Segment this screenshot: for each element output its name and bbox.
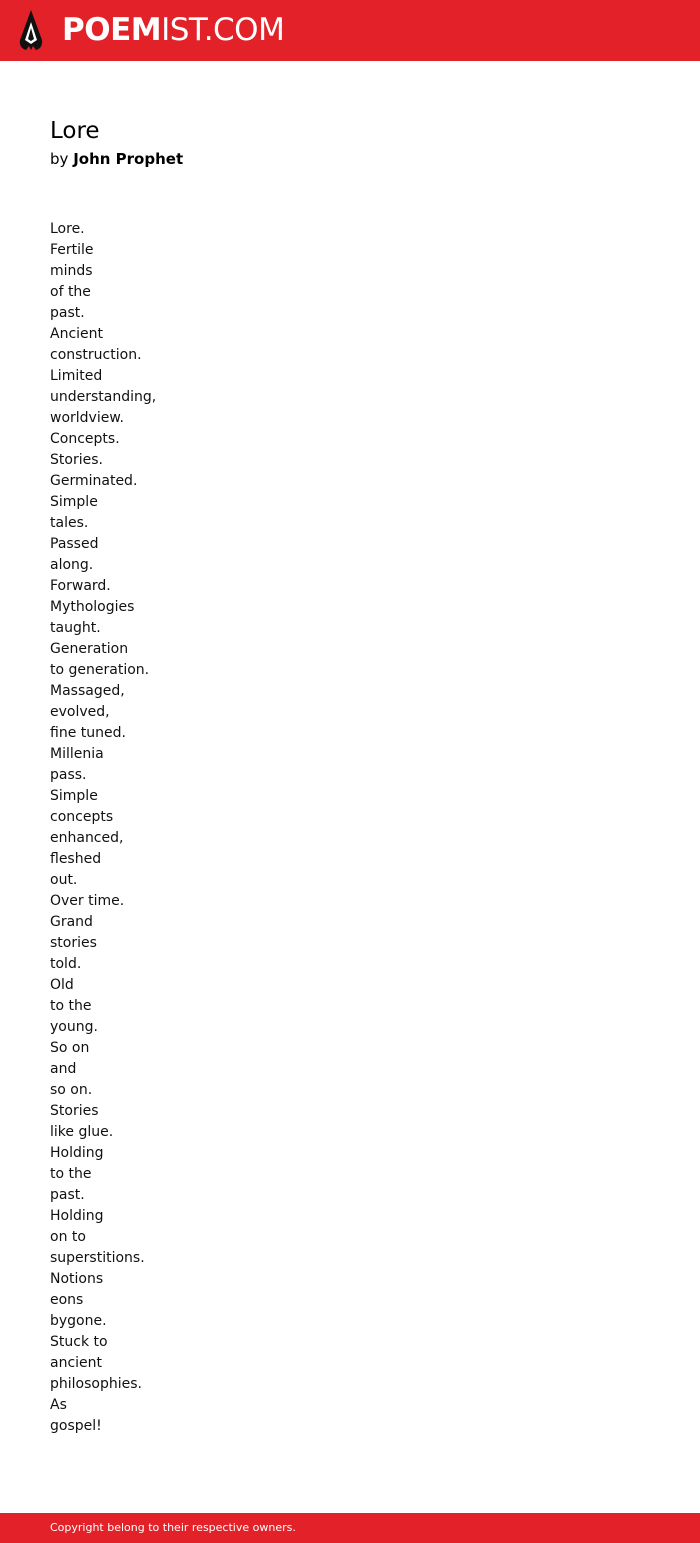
poem-line: Stories. — [50, 452, 103, 468]
poem-line: Limited — [50, 368, 103, 384]
poem-line: As — [50, 1397, 67, 1413]
poem-line: Holding — [50, 1208, 104, 1224]
pen-nib-icon[interactable] — [18, 10, 44, 52]
poem-line: Simple — [50, 788, 98, 804]
poem-line: stories — [50, 935, 97, 951]
poem-line: taught. — [50, 620, 101, 636]
poem-line: construction. — [50, 347, 142, 363]
poem-line: Germinated. — [50, 473, 138, 489]
poem-line: Simple — [50, 494, 98, 510]
by-label: by — [50, 150, 69, 168]
logo-text-bold: POEM — [62, 12, 162, 48]
poem-line: past. — [50, 1187, 85, 1203]
poem-line: along. — [50, 557, 94, 573]
poem-line: Forward. — [50, 578, 111, 594]
poem-line: Ancient — [50, 326, 104, 342]
poem-line: evolved, — [50, 704, 110, 720]
poem-line: past. — [50, 305, 85, 321]
poem-line: on to — [50, 1229, 86, 1245]
poem-line: so on. — [50, 1082, 93, 1098]
poem-line: tales. — [50, 515, 89, 531]
site-footer — [0, 1513, 700, 1543]
poem-line: worldview. — [50, 410, 124, 426]
poem-line: told. — [50, 956, 82, 972]
poem-byline — [50, 148, 650, 170]
poem-line: Over time. — [50, 893, 125, 909]
poem-line: Grand — [50, 914, 93, 930]
poem-line: superstitions. — [50, 1250, 145, 1266]
poem-line: to generation. — [50, 662, 150, 678]
poem-line: and — [50, 1061, 77, 1077]
poem-line: concepts — [50, 809, 114, 825]
poem-body — [50, 219, 650, 1437]
poem-line: Concepts. — [50, 431, 120, 447]
site-header — [0, 0, 700, 61]
poem-line: Massaged, — [50, 683, 125, 699]
poem-line: fleshed — [50, 851, 102, 867]
poem-line: Generation — [50, 641, 129, 657]
poem-line: Old — [50, 977, 74, 993]
poem-line: Passed — [50, 536, 99, 552]
poem-line: Notions — [50, 1271, 104, 1287]
poem-title: Lore — [50, 118, 100, 144]
poem-line: minds — [50, 263, 93, 279]
poem-line: ancient — [50, 1355, 103, 1371]
poem-line: to the — [50, 998, 92, 1014]
poem-line: eons — [50, 1292, 84, 1308]
poem-line: to the — [50, 1166, 92, 1182]
poem-line: young. — [50, 1019, 98, 1035]
site-logo[interactable] — [62, 12, 284, 48]
poem-line: bygone. — [50, 1313, 107, 1329]
poem-line: enhanced, — [50, 830, 124, 846]
poem-line: like glue. — [50, 1124, 114, 1140]
poem-line: Fertile — [50, 242, 94, 258]
poem-line: understanding, — [50, 389, 157, 405]
copyright-text: Copyright belong to their respective owners. — [50, 1521, 296, 1534]
poem-line: gospel! — [50, 1418, 102, 1434]
poem-line: Stuck to — [50, 1334, 108, 1350]
poem-line: pass. — [50, 767, 87, 783]
poem-line: So on — [50, 1040, 90, 1056]
poem-line: Stories — [50, 1103, 99, 1119]
poem-line: Holding — [50, 1145, 104, 1161]
poem-line: Mythologies — [50, 599, 135, 615]
poem-line: out. — [50, 872, 78, 888]
logo-text-light: IST.COM — [161, 12, 285, 48]
poem-line: fine tuned. — [50, 725, 126, 741]
poem-author: John Prophet — [73, 150, 184, 168]
poem-line: Lore. — [50, 221, 85, 237]
poem-line: of the — [50, 284, 91, 300]
poem-header — [50, 114, 650, 170]
poem-line: Millenia — [50, 746, 104, 762]
poem-line: philosophies. — [50, 1376, 142, 1392]
